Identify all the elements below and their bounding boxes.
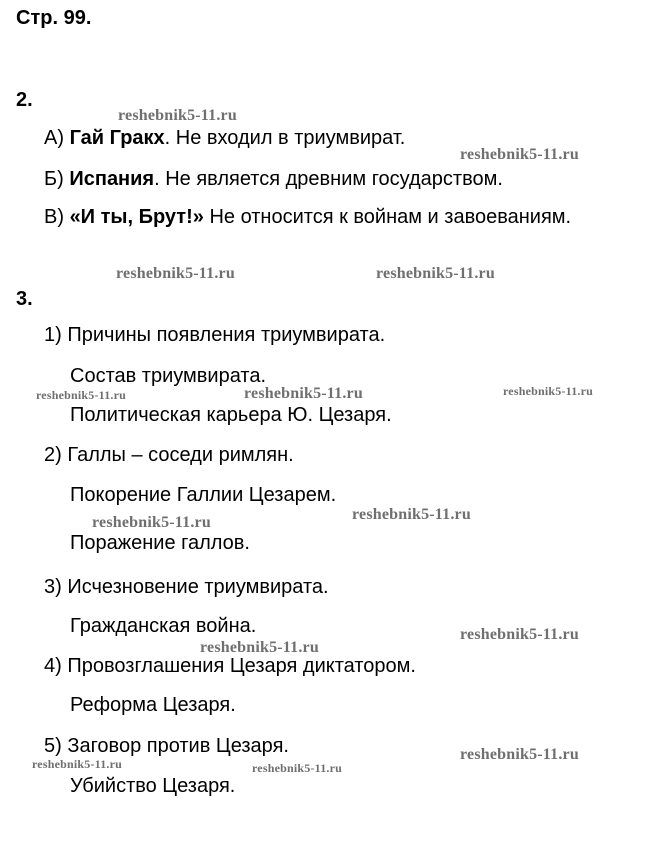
item-text: . Не является древним государством. bbox=[154, 168, 503, 190]
task-3-subitem: Состав триумвирата. bbox=[70, 365, 267, 387]
item-text: Не относится к войнам и завоеваниям. bbox=[203, 206, 572, 228]
item-text: Исчезновение триумвирата. bbox=[67, 576, 329, 598]
item-marker: А) bbox=[44, 127, 64, 149]
watermark: reshebnik5-11.ru bbox=[244, 385, 363, 402]
task-2-number: 2. bbox=[16, 89, 33, 111]
watermark: reshebnik5-11.ru bbox=[118, 107, 237, 124]
item-marker: 3) bbox=[44, 576, 62, 598]
task-3-subitem: Покорение Галлии Цезарем. bbox=[70, 484, 337, 506]
task-3-item-2 bbox=[44, 443, 294, 467]
watermark: reshebnik5-11.ru bbox=[252, 761, 342, 775]
watermark: reshebnik5-11.ru bbox=[460, 746, 579, 763]
task-2-item-c bbox=[44, 205, 571, 229]
task-3-subitem: Реформа Цезаря. bbox=[70, 694, 236, 716]
task-3-subitem: Поражение галлов. bbox=[70, 532, 250, 554]
watermark: reshebnik5-11.ru bbox=[92, 514, 211, 531]
item-term: «И ты, Брут!» bbox=[69, 206, 204, 228]
watermark: reshebnik5-11.ru bbox=[116, 265, 235, 282]
task-3-item-5 bbox=[44, 734, 289, 758]
item-marker: 2) bbox=[44, 444, 62, 466]
watermark: reshebnik5-11.ru bbox=[352, 506, 471, 523]
item-marker: 1) bbox=[44, 324, 62, 346]
task-3-item-4 bbox=[44, 654, 416, 678]
watermark: reshebnik5-11.ru bbox=[376, 265, 495, 282]
page-label: Стр. 99. bbox=[16, 7, 92, 29]
task-2-item-b bbox=[44, 167, 503, 191]
item-text: Провозглашения Цезаря диктатором. bbox=[67, 655, 416, 677]
watermark: reshebnik5-11.ru bbox=[460, 146, 579, 163]
item-text: . Не входил в триумвират. bbox=[164, 127, 406, 149]
task-2-item-a bbox=[44, 126, 405, 150]
watermark: reshebnik5-11.ru bbox=[503, 384, 593, 398]
item-text: Заговор против Цезаря. bbox=[67, 735, 289, 757]
task-3-item-1 bbox=[44, 323, 385, 347]
item-term: Гай Гракх bbox=[69, 127, 165, 149]
item-marker: Б) bbox=[44, 168, 64, 190]
item-marker: 5) bbox=[44, 735, 62, 757]
watermark: reshebnik5-11.ru bbox=[200, 639, 319, 656]
task-3-subitem: Гражданская война. bbox=[70, 615, 257, 637]
watermark: reshebnik5-11.ru bbox=[36, 388, 126, 402]
item-text: Галлы – соседи римлян. bbox=[67, 444, 294, 466]
watermark: reshebnik5-11.ru bbox=[32, 757, 122, 771]
task-3-subitem: Убийство Цезаря. bbox=[70, 775, 236, 797]
task-3-item-3 bbox=[44, 575, 329, 599]
watermark: reshebnik5-11.ru bbox=[460, 626, 579, 643]
task-3-number: 3. bbox=[16, 288, 33, 310]
item-term: Испания bbox=[69, 168, 155, 190]
task-3-subitem: Политическая карьера Ю. Цезаря. bbox=[70, 404, 392, 426]
item-text: Причины появления триумвирата. bbox=[67, 324, 386, 346]
item-marker: 4) bbox=[44, 655, 62, 677]
item-marker: В) bbox=[44, 206, 64, 228]
